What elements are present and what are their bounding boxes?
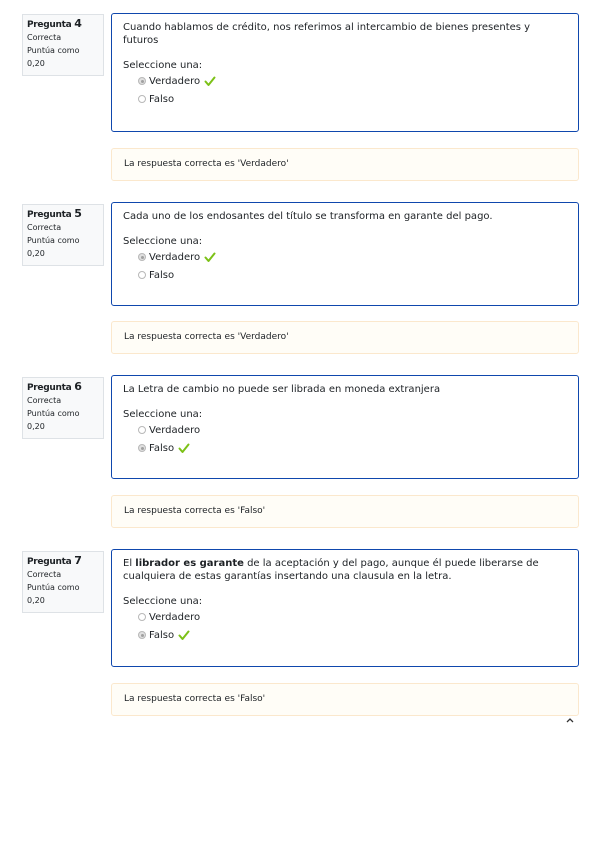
answer-option-falso <box>138 626 567 644</box>
radio-button <box>138 613 146 621</box>
question-grade: Puntúa como 0,20 <box>27 46 80 68</box>
question-info <box>22 204 104 266</box>
question-text-segment: de la aceptación y del pago, aunque él puede liberarse de cualquiera de estas garantías insertando una clausula en la letra. <box>123 558 539 582</box>
question-grade: Puntúa como 0,20 <box>27 409 80 431</box>
question-number-value: 7 <box>74 554 82 567</box>
question-text-segment: Cada uno de los endosantes del título se transforma en garante del pago. <box>123 211 493 222</box>
answer-list <box>123 248 567 284</box>
question-text-segment: La Letra de cambio no puede ser librada en moneda extranjera <box>123 384 441 395</box>
question-state: Correcta <box>27 570 62 579</box>
question-label: Pregunta <box>27 383 72 393</box>
right-answer-feedback: La respuesta correcta es 'Verdadero' <box>111 321 579 354</box>
correct-check-icon <box>204 251 216 263</box>
question-text-segment: El <box>123 558 136 569</box>
question-number <box>27 555 99 568</box>
question-text-segment: Cuando hablamos de crédito, nos referimos al intercambio de bienes presentes y futuros <box>123 22 531 46</box>
radio-button <box>138 253 146 261</box>
question-label: Pregunta <box>27 210 72 220</box>
answer-option-label: Verdadero <box>149 611 201 623</box>
answer-option-label: Falso <box>149 629 175 641</box>
question-text <box>123 383 567 396</box>
radio-button <box>138 271 146 279</box>
answer-option-verdadero <box>138 72 567 90</box>
answer-prompt: Seleccione una: <box>123 60 203 71</box>
answer-option-verdadero <box>138 608 567 626</box>
question-state: Correcta <box>27 33 62 42</box>
question-text <box>123 210 567 223</box>
question-info <box>22 14 104 76</box>
right-answer-feedback: La respuesta correcta es 'Falso' <box>111 683 579 716</box>
question-grade: Puntúa como 0,20 <box>27 583 80 605</box>
radio-button <box>138 426 146 434</box>
question-number <box>27 18 99 31</box>
radio-button <box>138 77 146 85</box>
chevron-up-icon[interactable] <box>564 716 576 726</box>
question-info <box>22 377 104 439</box>
answer-option-label: Falso <box>149 93 175 105</box>
right-answer-feedback: La respuesta correcta es 'Falso' <box>111 495 579 528</box>
question-formulation <box>111 375 579 479</box>
answer-option-falso <box>138 90 567 108</box>
answer-option-label: Verdadero <box>149 75 201 87</box>
question-number-value: 5 <box>74 207 82 220</box>
question-state: Correcta <box>27 223 62 232</box>
answer-list <box>123 608 567 644</box>
question-text-bold: librador es garante <box>135 558 244 569</box>
answer-list <box>123 421 567 457</box>
question-state: Correcta <box>27 396 62 405</box>
question-info <box>22 551 104 613</box>
radio-button <box>138 444 146 452</box>
answer-option-label: Verdadero <box>149 251 201 263</box>
right-answer-feedback: La respuesta correcta es 'Verdadero' <box>111 148 579 181</box>
answer-prompt: Seleccione una: <box>123 596 203 607</box>
answer-prompt: Seleccione una: <box>123 236 203 247</box>
question-formulation <box>111 549 579 667</box>
question-number-value: 6 <box>74 380 82 393</box>
correct-check-icon <box>178 442 190 454</box>
answer-option-falso <box>138 439 567 457</box>
answer-option-label: Falso <box>149 269 175 281</box>
answer-option-verdadero <box>138 248 567 266</box>
answer-list <box>123 72 567 108</box>
answer-option-falso <box>138 266 567 284</box>
question-grade: Puntúa como 0,20 <box>27 236 80 258</box>
answer-option-verdadero <box>138 421 567 439</box>
question-label: Pregunta <box>27 557 72 567</box>
question-formulation <box>111 13 579 132</box>
radio-button <box>138 631 146 639</box>
question-number-value: 4 <box>74 17 82 30</box>
question-label: Pregunta <box>27 20 72 30</box>
question-formulation <box>111 202 579 306</box>
question-text <box>123 557 567 583</box>
question-text <box>123 21 567 47</box>
radio-button <box>138 95 146 103</box>
correct-check-icon <box>204 75 216 87</box>
answer-option-label: Verdadero <box>149 424 201 436</box>
question-number <box>27 381 99 394</box>
question-number <box>27 208 99 221</box>
correct-check-icon <box>178 629 190 641</box>
answer-prompt: Seleccione una: <box>123 409 203 420</box>
answer-option-label: Falso <box>149 442 175 454</box>
